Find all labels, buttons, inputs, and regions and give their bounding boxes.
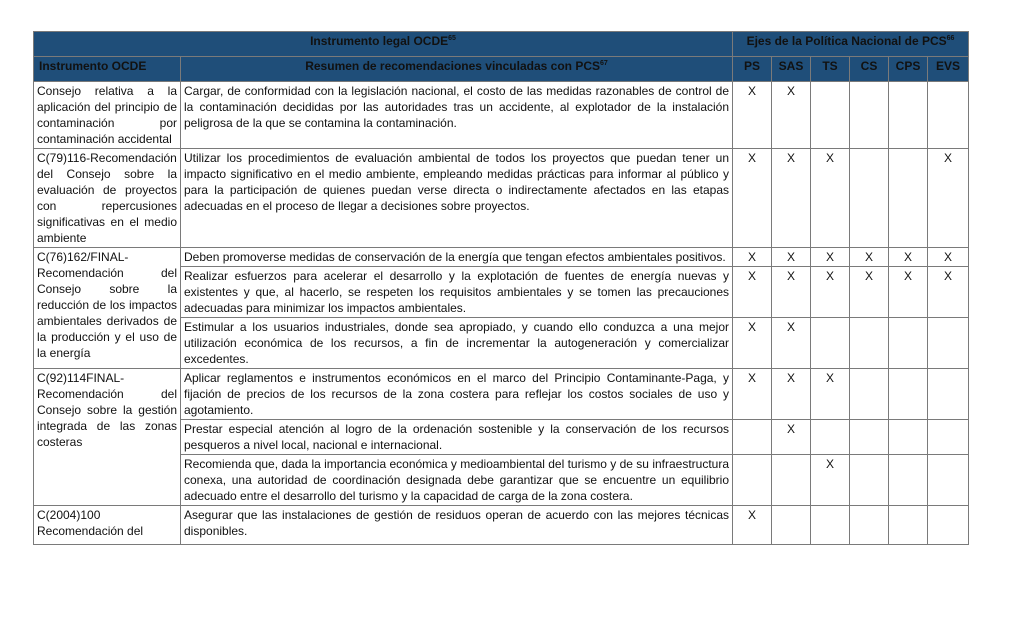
axis-mark-sas: X	[772, 318, 811, 369]
axis-mark-sas	[772, 506, 811, 545]
header-ejes	[733, 32, 969, 57]
instrument-cell	[34, 369, 181, 506]
column-header-evs: EVS	[928, 57, 969, 82]
column-header-sas: SAS	[772, 57, 811, 82]
axis-mark-cps: X	[889, 267, 928, 318]
axis-mark-sas	[772, 455, 811, 506]
axis-mark-evs	[928, 420, 969, 455]
recommendation-cell: Asegurar que las instalaciones de gestión de residuos operan de acuerdo con las mejores técnicas disponibles.	[181, 506, 733, 545]
axis-mark-cps	[889, 420, 928, 455]
column-header-cs: CS	[850, 57, 889, 82]
recommendation-cell: Prestar especial atención al logro de la ordenación sostenible y la conservación de los recursos pesqueros a nivel local, nacional e internacional.	[181, 420, 733, 455]
header-instrumento-legal	[34, 32, 733, 57]
axis-mark-evs	[928, 318, 969, 369]
axis-mark-ts: X	[811, 248, 850, 267]
axis-mark-ps: X	[733, 248, 772, 267]
axis-mark-cs	[850, 149, 889, 248]
table-row	[34, 506, 969, 545]
axis-mark-cps	[889, 369, 928, 420]
column-header-resumen-text: Resumen de recomendaciones vinculadas con PCS	[305, 59, 600, 73]
column-header-instrumento: Instrumento OCDE	[34, 57, 181, 82]
axis-mark-cs	[850, 420, 889, 455]
table-row	[34, 149, 969, 248]
axis-mark-ps	[733, 455, 772, 506]
axis-mark-ts: X	[811, 267, 850, 318]
axis-mark-sas: X	[772, 369, 811, 420]
axis-mark-cs	[850, 369, 889, 420]
axis-mark-cs	[850, 506, 889, 545]
axis-mark-evs: X	[928, 248, 969, 267]
axis-mark-cs: X	[850, 248, 889, 267]
axis-mark-cps	[889, 149, 928, 248]
instrument-name: Consejo relativa a la aplicación del principio de contaminación por contaminación accidental	[37, 84, 177, 146]
axis-mark-ps: X	[733, 149, 772, 248]
axis-mark-cs	[850, 82, 889, 149]
footnote-ref: 66	[946, 35, 955, 42]
header-row-sub	[34, 57, 969, 82]
instrument-cell	[34, 506, 181, 545]
axis-mark-sas: X	[772, 420, 811, 455]
column-header-cps: CPS	[889, 57, 928, 82]
axis-mark-cs: X	[850, 267, 889, 318]
instrument-cell	[34, 248, 181, 369]
pcs-recommendations-table	[33, 31, 969, 545]
instrument-name: C(2004)100 Recomendación del	[37, 508, 144, 538]
axis-mark-sas: X	[772, 267, 811, 318]
table-row	[34, 248, 969, 267]
table-body	[34, 82, 969, 545]
instrument-cell	[34, 82, 181, 149]
axis-mark-ts	[811, 318, 850, 369]
axis-mark-ts: X	[811, 455, 850, 506]
axis-mark-ts	[811, 420, 850, 455]
axis-mark-ps: X	[733, 318, 772, 369]
axis-mark-ps: X	[733, 506, 772, 545]
recommendation-cell: Utilizar los procedimientos de evaluación ambiental de todos los proyectos que puedan tener un impacto significativo en el medio ambiente, empleando medidas prácticas para informar al público y para la participación de quienes puedan verse directa o indirectamente afectados en las etapas adecuadas en el proceso de llegar a decisiones sobre proyectos.	[181, 149, 733, 248]
axis-mark-evs	[928, 506, 969, 545]
axis-mark-cps	[889, 82, 928, 149]
footnote-ref: 65	[448, 35, 456, 42]
axis-mark-ts: X	[811, 369, 850, 420]
header-row-top	[34, 32, 969, 57]
axis-mark-evs	[928, 82, 969, 149]
axis-mark-cs	[850, 318, 889, 369]
header-instrumento-text: Instrumento legal OCDE	[310, 34, 449, 48]
axis-mark-ts	[811, 82, 850, 149]
column-header-ts: TS	[811, 57, 850, 82]
axis-mark-sas: X	[772, 248, 811, 267]
axis-mark-evs: X	[928, 149, 969, 248]
column-header-ps: PS	[733, 57, 772, 82]
recommendation-cell: Realizar esfuerzos para acelerar el desarrollo y la explotación de fuentes de energía nuevas y existentes y que, al hacerlo, se respeten los requisitos ambientales y se tomen las precauciones adecuadas para minimizar los impactos ambientales.	[181, 267, 733, 318]
axis-mark-ts	[811, 506, 850, 545]
axis-mark-ts: X	[811, 149, 850, 248]
recommendation-cell: Estimular a los usuarios industriales, donde sea apropiado, y cuando ello conduzca a una mejor utilización económica de los recursos, a fin de incrementar la autogeneración y comercializar excedentes.	[181, 318, 733, 369]
instrument-name: C(76)162/FINAL-Recomendación del Consejo sobre la reducción de los impactos ambientales derivados de la producción y el uso de la energía	[37, 250, 177, 360]
instrument-cell	[34, 149, 181, 248]
axis-mark-ps: X	[733, 82, 772, 149]
recommendation-cell: Aplicar reglamentos e instrumentos económicos en el marco del Principio Contaminante-Paga, y fijación de precios de los recursos de la zona costera para reflejar los costos sociales de uso y agotamiento.	[181, 369, 733, 420]
axis-mark-ps: X	[733, 267, 772, 318]
column-header-resumen	[181, 57, 733, 82]
axis-mark-evs	[928, 455, 969, 506]
axis-mark-ps: X	[733, 369, 772, 420]
axis-mark-ps	[733, 420, 772, 455]
table-row	[34, 82, 969, 149]
axis-mark-cs	[850, 455, 889, 506]
axis-mark-cps	[889, 506, 928, 545]
axis-mark-cps	[889, 455, 928, 506]
axis-mark-sas: X	[772, 149, 811, 248]
recommendation-cell: Deben promoverse medidas de conservación de la energía que tengan efectos ambientales positivos.	[181, 248, 733, 267]
axis-mark-evs	[928, 369, 969, 420]
table-row	[34, 369, 969, 420]
header-ejes-text: Ejes de la Política Nacional de PCS	[746, 34, 947, 48]
recommendation-cell: Recomienda que, dada la importancia económica y medioambiental del turismo y de su infraestructura conexa, una autoridad de coordinación designada debe garantizar que se encuentre un equilibrio adecuado entre el desarrollo del turismo y la capacidad de carga de la zona costera.	[181, 455, 733, 506]
footnote-ref: 67	[600, 60, 608, 67]
axis-mark-cps: X	[889, 248, 928, 267]
axis-mark-cps	[889, 318, 928, 369]
instrument-name: C(79)116-Recomendación del Consejo sobre la evaluación de proyectos con repercusiones significativas en el medio ambiente	[37, 151, 177, 245]
axis-mark-evs: X	[928, 267, 969, 318]
recommendation-cell: Cargar, de conformidad con la legislación nacional, el costo de las medidas razonables de control de la contaminación decididas por las autoridades tras un accidente, al explotador de la instalación peligrosa de la que se contamina la contaminación.	[181, 82, 733, 149]
instrument-name: C(92)114FINAL-Recomendación del Consejo sobre la gestión integrada de las zonas costeras	[37, 371, 177, 449]
axis-mark-sas: X	[772, 82, 811, 149]
